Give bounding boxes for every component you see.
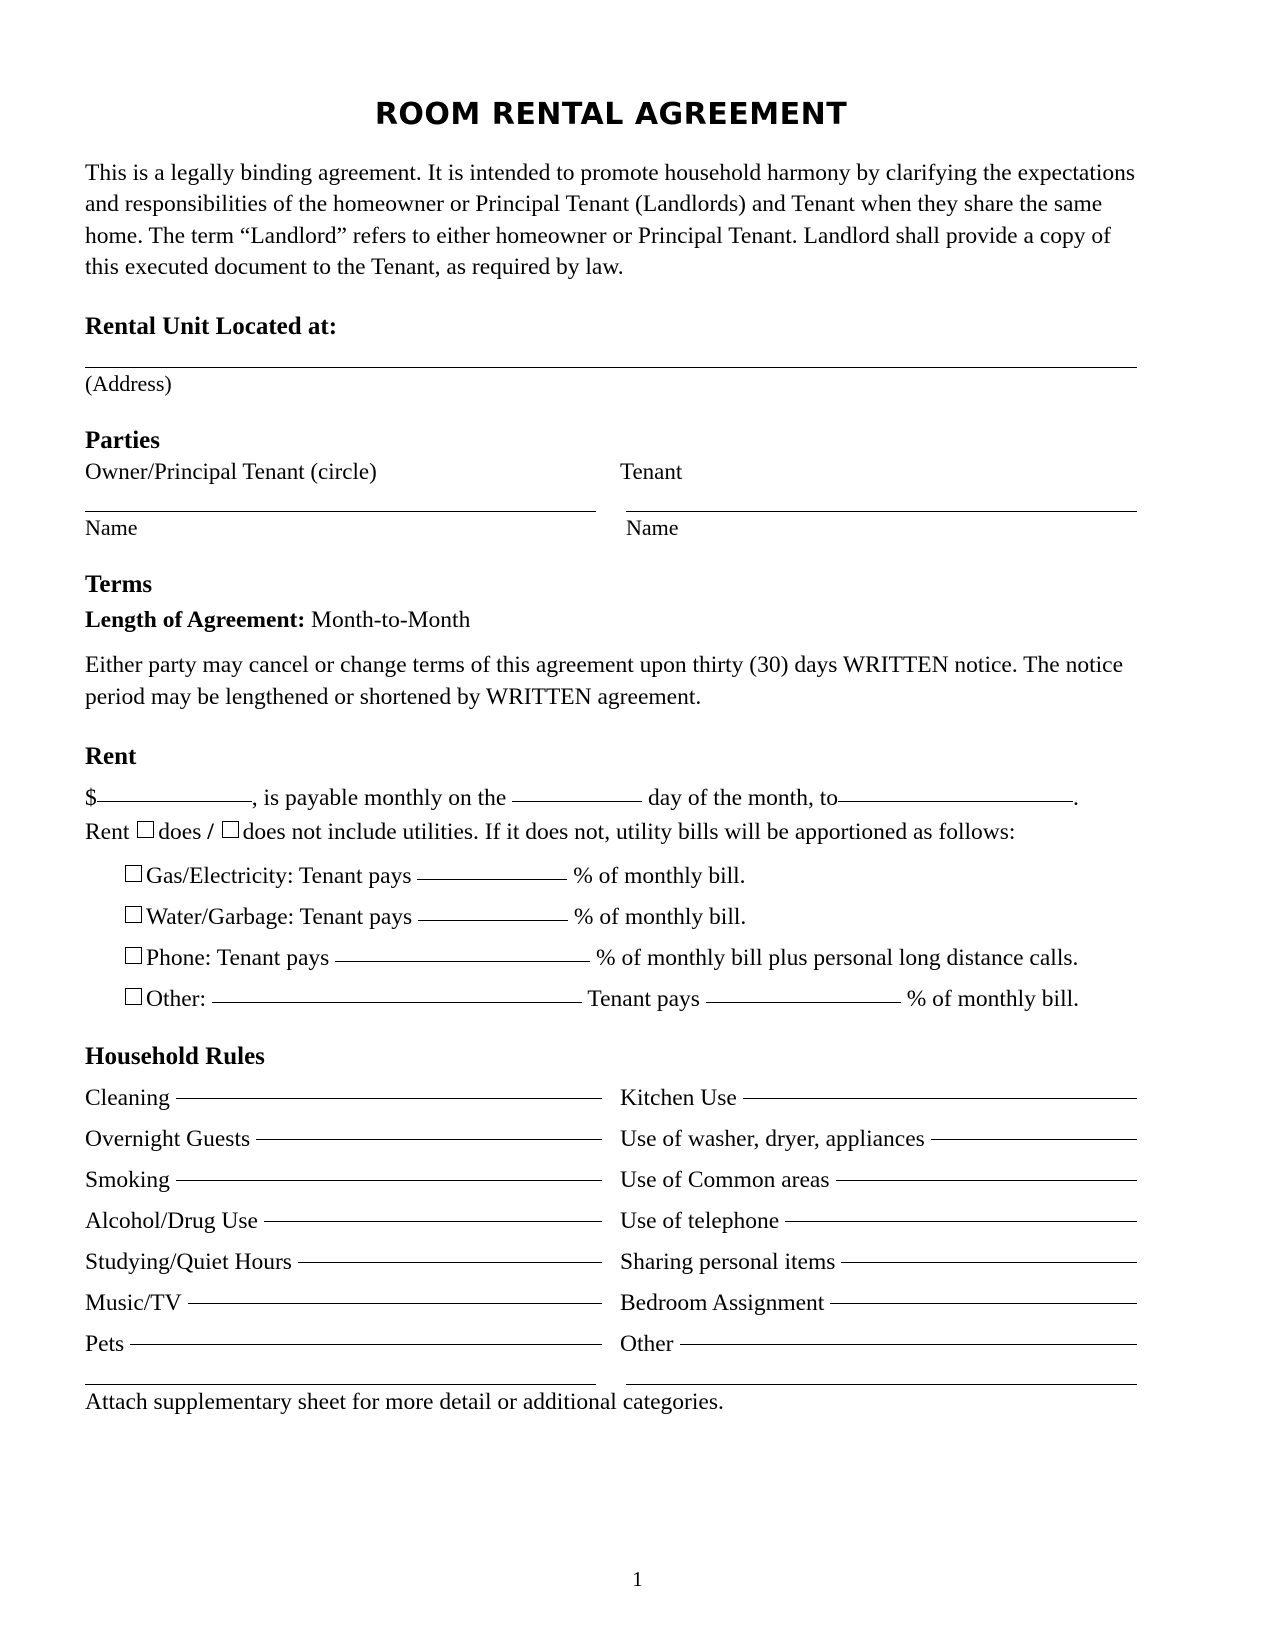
rule-music-tv-field[interactable] [188, 1303, 602, 1304]
rule-quiet-hours-field[interactable] [298, 1262, 602, 1263]
rent-dollar-sign: $ [85, 784, 97, 811]
length-of-agreement [85, 605, 1137, 636]
rules-extra-line-right-wrap[interactable] [626, 1384, 1137, 1385]
rules-row [85, 1249, 1137, 1276]
intro-paragraph: This is a legally binding agreement. It is intended to promote household harmony by clarifying the expectations and responsibilities of the homeowner or Principal Tenant (Landlords) and Tenant when they share the same home. The term “Landlord” refers to either homeowner or Principal Tenant. Landlord shall provide a copy of this executed document to the Tenant, as required by law. [85, 160, 1136, 280]
rule-music-tv[interactable] [85, 1290, 602, 1317]
utility-item-other [123, 986, 1137, 1013]
phone-label: Phone: Tenant pays [146, 944, 330, 971]
phone-percent-field[interactable] [335, 961, 590, 962]
rule-bedroom-assignment[interactable] [602, 1290, 1137, 1317]
other-utility-suffix: % of monthly bill. [906, 985, 1080, 1012]
rule-quiet-hours-label: Studying/Quiet Hours [85, 1248, 292, 1275]
rule-common-areas-field[interactable] [836, 1180, 1138, 1181]
utility-item-gas-electricity [123, 863, 1137, 890]
rule-telephone-label: Use of telephone [620, 1207, 780, 1234]
rule-overnight-guests-label: Overnight Guests [85, 1125, 251, 1152]
rule-common-areas-label: Use of Common areas [620, 1166, 830, 1193]
rent-utilities-line [85, 815, 1137, 849]
rule-music-tv-label: Music/TV [85, 1289, 182, 1316]
rules-row [85, 1290, 1137, 1317]
parties-name-lines [85, 511, 1137, 541]
rule-telephone[interactable] [602, 1208, 1137, 1235]
rule-smoking[interactable] [85, 1167, 602, 1194]
rule-cleaning[interactable] [85, 1085, 602, 1112]
page-number: 1 [632, 1567, 643, 1591]
owner-label: Owner/Principal Tenant (circle) [85, 459, 377, 484]
address-line[interactable] [85, 367, 1137, 368]
rent-amount-field[interactable] [97, 801, 252, 802]
rule-kitchen-use-field[interactable] [743, 1098, 1137, 1099]
rule-kitchen-use[interactable] [602, 1085, 1137, 1112]
rule-pets-label: Pets [85, 1330, 125, 1357]
rule-alcohol-drug-use-field[interactable] [264, 1221, 602, 1222]
rules-extra-line-left[interactable] [85, 1384, 596, 1385]
rule-pets-field[interactable] [130, 1344, 602, 1345]
rule-sharing-items-label: Sharing personal items [620, 1248, 836, 1275]
water-garbage-checkbox[interactable] [125, 906, 142, 923]
rule-alcohol-drug-use-label: Alcohol/Drug Use [85, 1207, 258, 1234]
rules-row [85, 1208, 1137, 1235]
other-utility-percent-field[interactable] [706, 1002, 901, 1003]
length-of-agreement-value: Month-to-Month [311, 607, 471, 633]
section-heading-rent: Rent [85, 742, 137, 770]
rent-slash: / [207, 818, 214, 845]
phone-suffix: % of monthly bill plus personal long distance calls. [596, 944, 1079, 971]
rules-row [85, 1167, 1137, 1194]
rent-includes-utilities-checkbox[interactable] [137, 821, 154, 838]
rent-excludes-utilities-checkbox[interactable] [222, 821, 239, 838]
rent-amount-line [85, 781, 1137, 815]
page-title: ROOM RENTAL AGREEMENT [374, 97, 848, 132]
rule-bedroom-assignment-field[interactable] [830, 1303, 1137, 1304]
utility-item-water-garbage [123, 904, 1137, 931]
rent-utilities-prefix: Rent [85, 818, 130, 845]
tenant-name-field[interactable] [626, 511, 1137, 541]
tenant-name-line[interactable] [626, 511, 1137, 512]
rules-extra-line-left-wrap[interactable] [85, 1384, 596, 1385]
gas-electricity-checkbox[interactable] [125, 865, 142, 882]
rent-day-field[interactable] [512, 801, 642, 802]
gas-electricity-label: Gas/Electricity: Tenant pays [146, 862, 412, 889]
rule-cleaning-field[interactable] [176, 1098, 602, 1099]
rent-block [85, 781, 1137, 1013]
owner-name-field[interactable] [85, 511, 596, 541]
rent-does-label: does [158, 818, 202, 845]
length-of-agreement-label: Length of Agreement: [85, 607, 306, 633]
rules-row [85, 1085, 1137, 1112]
rule-other[interactable] [602, 1331, 1137, 1358]
attach-note: Attach supplementary sheet for more detail or additional categories. [85, 1388, 724, 1415]
rule-cleaning-label: Cleaning [85, 1084, 170, 1111]
section-heading-parties: Parties [85, 427, 160, 454]
gas-electricity-percent-field[interactable] [417, 879, 567, 880]
other-utility-mid: Tenant pays [587, 985, 700, 1012]
section-heading-terms: Terms [85, 571, 153, 598]
rule-pets[interactable] [85, 1331, 602, 1358]
rule-sharing-items[interactable] [602, 1249, 1137, 1276]
rule-sharing-items-field[interactable] [841, 1262, 1137, 1263]
rules-extra-line-right[interactable] [626, 1384, 1137, 1385]
rule-bedroom-assignment-label: Bedroom Assignment [620, 1289, 825, 1316]
rule-smoking-field[interactable] [176, 1180, 602, 1181]
owner-name-caption: Name [85, 515, 138, 540]
rule-kitchen-use-label: Kitchen Use [620, 1084, 737, 1111]
rent-period: . [1072, 784, 1079, 811]
parties-labels-row [85, 459, 1137, 485]
rule-common-areas[interactable] [602, 1167, 1137, 1194]
household-rules-grid [85, 1085, 1137, 1416]
rule-washer-dryer-field[interactable] [931, 1139, 1137, 1140]
section-heading-household-rules: Household Rules [85, 1042, 265, 1070]
rent-doesnot-label: does not include utilities. If it does not, utility bills will be apportioned as follows: [242, 818, 1016, 845]
rule-telephone-field[interactable] [785, 1221, 1137, 1222]
section-heading-rental-unit: Rental Unit Located at: [85, 313, 338, 340]
rule-quiet-hours[interactable] [85, 1249, 602, 1276]
rule-overnight-guests-field[interactable] [256, 1139, 602, 1140]
rule-other-label: Other [620, 1330, 674, 1357]
rule-alcohol-drug-use[interactable] [85, 1208, 602, 1235]
other-utility-name-field[interactable] [212, 1002, 582, 1003]
rule-washer-dryer-label: Use of washer, dryer, appliances [620, 1125, 925, 1152]
water-garbage-percent-field[interactable] [418, 920, 568, 921]
water-garbage-suffix: % of monthly bill. [573, 903, 747, 930]
other-utility-checkbox[interactable] [125, 988, 142, 1005]
rule-overnight-guests[interactable] [85, 1126, 602, 1153]
tenant-label: Tenant [620, 459, 683, 484]
utility-item-phone [123, 945, 1137, 972]
owner-name-line[interactable] [85, 511, 596, 512]
rule-washer-dryer[interactable] [602, 1126, 1137, 1153]
rules-extra-lines [85, 1384, 1137, 1385]
water-garbage-label: Water/Garbage: Tenant pays [146, 903, 413, 930]
rent-payee-field[interactable] [838, 801, 1073, 802]
rule-smoking-label: Smoking [85, 1166, 170, 1193]
other-utility-label: Other: [146, 985, 207, 1012]
phone-checkbox[interactable] [125, 947, 142, 964]
tenant-name-caption: Name [626, 515, 679, 540]
rules-row [85, 1331, 1137, 1358]
rent-payto-text: day of the month, to [648, 784, 838, 811]
rules-row [85, 1126, 1137, 1153]
notice-text: Either party may cancel or change terms of this agreement upon thirty (30) days WRITTEN notice. The notice period may be lengthened or shortened by WRITTEN agreement. [85, 652, 1124, 710]
rule-other-field[interactable] [680, 1344, 1137, 1345]
address-caption: (Address) [85, 371, 172, 396]
rent-payable-text: , is payable monthly on the [251, 784, 507, 811]
gas-electricity-suffix: % of monthly bill. [573, 862, 746, 889]
